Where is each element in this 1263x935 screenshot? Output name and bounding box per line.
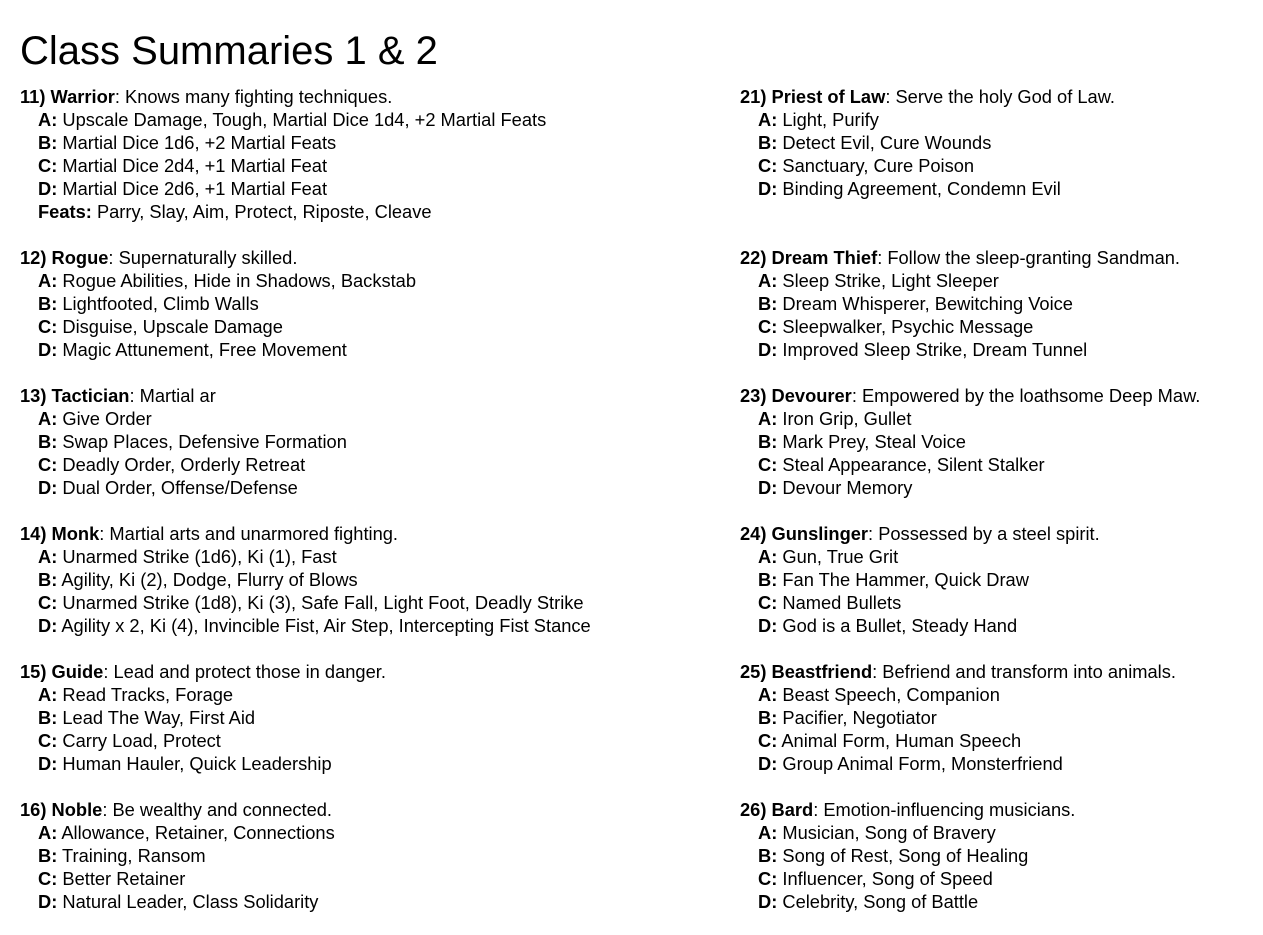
tier-line-b: [740, 131, 1115, 154]
class-description: : Follow the sleep-granting Sandman.: [877, 247, 1181, 268]
class-entry-tactician: [20, 384, 347, 499]
tier-abilities: Unarmed Strike (1d6), Ki (1), Fast: [57, 546, 337, 567]
tier-abilities: Martial Dice 1d6, +2 Martial Feats: [57, 132, 337, 153]
class-heading: [740, 85, 1115, 108]
tier-abilities: Iron Grip, Gullet: [777, 408, 912, 429]
tier-line-c: [20, 867, 335, 890]
tier-abilities: Disguise, Upscale Damage: [57, 316, 283, 337]
class-entry-priest-of-law: [740, 85, 1115, 200]
tier-key: C:: [758, 592, 778, 613]
tier-key: C:: [758, 454, 778, 475]
tier-line-c: [20, 591, 591, 614]
tier-key: A:: [38, 270, 58, 291]
class-name: Tactician: [51, 385, 130, 406]
class-number: 21): [740, 86, 767, 107]
tier-line-c: [740, 453, 1200, 476]
class-heading: [20, 384, 347, 407]
tier-line-a: [20, 108, 546, 131]
class-description: : Emotion-influencing musicians.: [813, 799, 1076, 820]
tier-key: B:: [758, 569, 778, 590]
tier-line-b: [20, 844, 335, 867]
tier-key: B:: [38, 132, 58, 153]
tier-line-d: [740, 177, 1115, 200]
class-entry-bard: [740, 798, 1075, 913]
tier-abilities: Pacifier, Negotiator: [777, 707, 937, 728]
tier-key: C:: [758, 316, 778, 337]
class-description: : Empowered by the loathsome Deep Maw.: [851, 385, 1201, 406]
tier-key: A:: [38, 546, 58, 567]
tier-key: C:: [38, 730, 58, 751]
class-description: : Possessed by a steel spirit.: [868, 523, 1100, 544]
tier-line-a: [20, 407, 347, 430]
class-entry-guide: [20, 660, 386, 775]
tier-abilities: Unarmed Strike (1d8), Ki (3), Safe Fall, Light Foot, Deadly Strike: [57, 592, 584, 613]
tier-line-c: [20, 154, 546, 177]
tier-abilities: Allowance, Retainer, Connections: [57, 822, 335, 843]
tier-line-c: [740, 315, 1180, 338]
tier-line-c: [20, 315, 416, 338]
tier-abilities: Improved Sleep Strike, Dream Tunnel: [777, 339, 1088, 360]
class-number: 12): [20, 247, 47, 268]
tier-abilities: Dual Order, Offense/Defense: [57, 477, 298, 498]
class-heading: [20, 522, 591, 545]
tier-abilities: Swap Places, Defensive Formation: [57, 431, 347, 452]
tier-line-a: [20, 821, 335, 844]
tier-abilities: Fan The Hammer, Quick Draw: [777, 569, 1029, 590]
tier-line-a: [740, 108, 1115, 131]
class-description: : Supernaturally skilled.: [108, 247, 298, 268]
tier-line-d: [740, 614, 1100, 637]
class-number: 11): [20, 86, 46, 107]
class-number: 23): [740, 385, 767, 406]
tier-abilities: Lightfooted, Climb Walls: [57, 293, 259, 314]
tier-abilities: Lead The Way, First Aid: [57, 707, 256, 728]
class-name: Beastfriend: [771, 661, 873, 682]
class-name: Bard: [771, 799, 814, 820]
tier-abilities: Rogue Abilities, Hide in Shadows, Backstab: [57, 270, 417, 291]
tier-key: D:: [758, 477, 778, 498]
tier-abilities: Gun, True Grit: [777, 546, 899, 567]
tier-line-d: [740, 338, 1180, 361]
tier-line-d: [20, 476, 347, 499]
tier-abilities: Binding Agreement, Condemn Evil: [777, 178, 1061, 199]
page-title: Class Summaries 1 & 2: [20, 29, 438, 73]
tier-line-a: [20, 269, 416, 292]
tier-abilities: Group Animal Form, Monsterfriend: [777, 753, 1063, 774]
tier-key: D:: [758, 753, 778, 774]
tier-line-b: [20, 131, 546, 154]
tier-key: B:: [38, 293, 58, 314]
class-entry-monk: [20, 522, 591, 637]
tier-abilities: Agility, Ki (2), Dodge, Flurry of Blows: [57, 569, 358, 590]
class-heading: [20, 798, 335, 821]
tier-abilities: Beast Speech, Companion: [777, 684, 1000, 705]
tier-abilities: Musician, Song of Bravery: [777, 822, 996, 843]
tier-abilities: Detect Evil, Cure Wounds: [777, 132, 992, 153]
class-name: Monk: [51, 523, 100, 544]
tier-line-a: [740, 683, 1176, 706]
class-name: Priest of Law: [771, 86, 886, 107]
tier-key: A:: [758, 270, 778, 291]
tier-line-b: [740, 568, 1100, 591]
tier-line-d: [20, 752, 386, 775]
tier-abilities: Martial Dice 2d6, +1 Martial Feat: [57, 178, 328, 199]
class-name: Gunslinger: [771, 523, 869, 544]
class-description: : Serve the holy God of Law.: [885, 86, 1115, 107]
tier-abilities: Devour Memory: [777, 477, 913, 498]
class-number: 22): [740, 247, 767, 268]
tier-abilities: Celebrity, Song of Battle: [777, 891, 979, 912]
tier-key: B:: [38, 569, 58, 590]
tier-abilities: Human Hauler, Quick Leadership: [57, 753, 332, 774]
class-name: Noble: [51, 799, 103, 820]
class-entry-warrior: [20, 85, 546, 223]
tier-key: B:: [758, 293, 778, 314]
tier-line-b: [20, 706, 386, 729]
class-number: 25): [740, 661, 767, 682]
tier-key: B:: [758, 707, 778, 728]
tier-line-d: [740, 476, 1200, 499]
tier-key: D:: [38, 178, 58, 199]
tier-key: B:: [758, 845, 778, 866]
tier-line-a: [740, 821, 1075, 844]
tier-abilities: Light, Purify: [777, 109, 879, 130]
class-heading: [20, 246, 416, 269]
tier-line-c: [740, 867, 1075, 890]
tier-key: D:: [38, 339, 58, 360]
tier-key: C:: [758, 868, 778, 889]
tier-key: D:: [758, 891, 778, 912]
tier-key: B:: [38, 431, 58, 452]
tier-abilities: Steal Appearance, Silent Stalker: [777, 454, 1045, 475]
tier-key: D:: [758, 615, 778, 636]
tier-line-a: [740, 407, 1200, 430]
tier-line-a: [20, 545, 591, 568]
tier-abilities: Better Retainer: [57, 868, 186, 889]
class-number: 24): [740, 523, 767, 544]
tier-key: A:: [758, 546, 778, 567]
tier-abilities: Carry Load, Protect: [57, 730, 221, 751]
tier-key: B:: [758, 431, 778, 452]
class-number: 14): [20, 523, 47, 544]
tier-line-b: [740, 844, 1075, 867]
tier-key: A:: [758, 822, 778, 843]
tier-line-b: [740, 706, 1176, 729]
tier-key: A:: [38, 408, 58, 429]
tier-key: D:: [38, 615, 58, 636]
tier-key: C:: [38, 155, 58, 176]
tier-line-d: [20, 177, 546, 200]
class-number: 13): [20, 385, 47, 406]
class-name: Guide: [51, 661, 104, 682]
tier-key: C:: [758, 730, 778, 751]
tier-key: A:: [38, 822, 58, 843]
tier-abilities: Upscale Damage, Tough, Martial Dice 1d4, +2 Martial Feats: [57, 109, 547, 130]
tier-key: A:: [38, 684, 58, 705]
class-entry-noble: [20, 798, 335, 913]
class-description: : Be wealthy and connected.: [102, 799, 333, 820]
tier-key: B:: [758, 132, 778, 153]
tier-abilities: God is a Bullet, Steady Hand: [777, 615, 1018, 636]
class-heading: [740, 246, 1180, 269]
tier-line-c: [740, 729, 1176, 752]
tier-abilities: Animal Form, Human Speech: [777, 730, 1022, 751]
class-heading: [740, 798, 1075, 821]
tier-line-c: [740, 154, 1115, 177]
tier-abilities: Magic Attunement, Free Movement: [57, 339, 347, 360]
tier-line-b: [20, 430, 347, 453]
tier-abilities: Give Order: [57, 408, 152, 429]
tier-line-a: [740, 545, 1100, 568]
tier-key: A:: [758, 109, 778, 130]
class-name: Devourer: [771, 385, 852, 406]
tier-abilities: Natural Leader, Class Solidarity: [57, 891, 319, 912]
class-heading: [740, 660, 1176, 683]
tier-line-c: [20, 453, 347, 476]
class-entry-beastfriend: [740, 660, 1176, 775]
tier-key: C:: [38, 316, 58, 337]
tier-key: D:: [758, 178, 778, 199]
tier-key: D:: [758, 339, 778, 360]
tier-abilities: Sleep Strike, Light Sleeper: [777, 270, 999, 291]
tier-abilities: Martial Dice 2d4, +1 Martial Feat: [57, 155, 328, 176]
class-entry-rogue: [20, 246, 416, 361]
tier-abilities: Read Tracks, Forage: [57, 684, 234, 705]
tier-key: B:: [38, 707, 58, 728]
tier-line-b: [20, 568, 591, 591]
feats-key: Feats:: [38, 201, 92, 222]
class-name: Rogue: [51, 247, 109, 268]
tier-abilities: Sanctuary, Cure Poison: [777, 155, 975, 176]
tier-line-d: [20, 890, 335, 913]
tier-line-d: [20, 338, 416, 361]
feats-list: Parry, Slay, Aim, Protect, Riposte, Cleave: [91, 201, 432, 222]
tier-abilities: Sleepwalker, Psychic Message: [777, 316, 1034, 337]
class-number: 16): [20, 799, 47, 820]
tier-key: D:: [38, 477, 58, 498]
tier-key: B:: [38, 845, 58, 866]
tier-abilities: Deadly Order, Orderly Retreat: [57, 454, 306, 475]
class-heading: [740, 384, 1200, 407]
class-entry-devourer: [740, 384, 1200, 499]
tier-line-b: [740, 292, 1180, 315]
tier-key: C:: [38, 454, 58, 475]
tier-abilities: Dream Whisperer, Bewitching Voice: [777, 293, 1073, 314]
tier-line-d: [20, 614, 591, 637]
class-description: : Martial ar: [129, 385, 216, 406]
tier-abilities: Training, Ransom: [57, 845, 206, 866]
class-description: : Martial arts and unarmored fighting.: [99, 523, 399, 544]
tier-abilities: Song of Rest, Song of Healing: [777, 845, 1029, 866]
tier-key: C:: [38, 592, 58, 613]
tier-line-d: [740, 890, 1075, 913]
tier-abilities: Named Bullets: [777, 592, 902, 613]
class-entry-gunslinger: [740, 522, 1100, 637]
tier-line-a: [20, 683, 386, 706]
class-heading: [740, 522, 1100, 545]
class-name: Dream Thief: [771, 247, 878, 268]
tier-abilities: Mark Prey, Steal Voice: [777, 431, 966, 452]
feats-line: [20, 200, 546, 223]
class-description: : Lead and protect those in danger.: [103, 661, 386, 682]
tier-line-a: [740, 269, 1180, 292]
tier-line-c: [740, 591, 1100, 614]
class-description: : Knows many fighting techniques.: [114, 86, 393, 107]
class-heading: [20, 660, 386, 683]
class-number: 26): [740, 799, 767, 820]
tier-key: D:: [38, 891, 58, 912]
class-number: 15): [20, 661, 47, 682]
tier-abilities: Agility x 2, Ki (4), Invincible Fist, Air Step, Intercepting Fist Stance: [57, 615, 591, 636]
tier-line-b: [740, 430, 1200, 453]
tier-key: A:: [38, 109, 58, 130]
tier-key: A:: [758, 684, 778, 705]
tier-key: C:: [38, 868, 58, 889]
tier-line-c: [20, 729, 386, 752]
tier-line-d: [740, 752, 1176, 775]
class-entry-dream-thief: [740, 246, 1180, 361]
tier-abilities: Influencer, Song of Speed: [777, 868, 993, 889]
tier-line-b: [20, 292, 416, 315]
class-description: : Befriend and transform into animals.: [872, 661, 1176, 682]
tier-key: D:: [38, 753, 58, 774]
class-heading: [20, 85, 546, 108]
tier-key: C:: [758, 155, 778, 176]
tier-key: A:: [758, 408, 778, 429]
class-name: Warrior: [50, 86, 115, 107]
